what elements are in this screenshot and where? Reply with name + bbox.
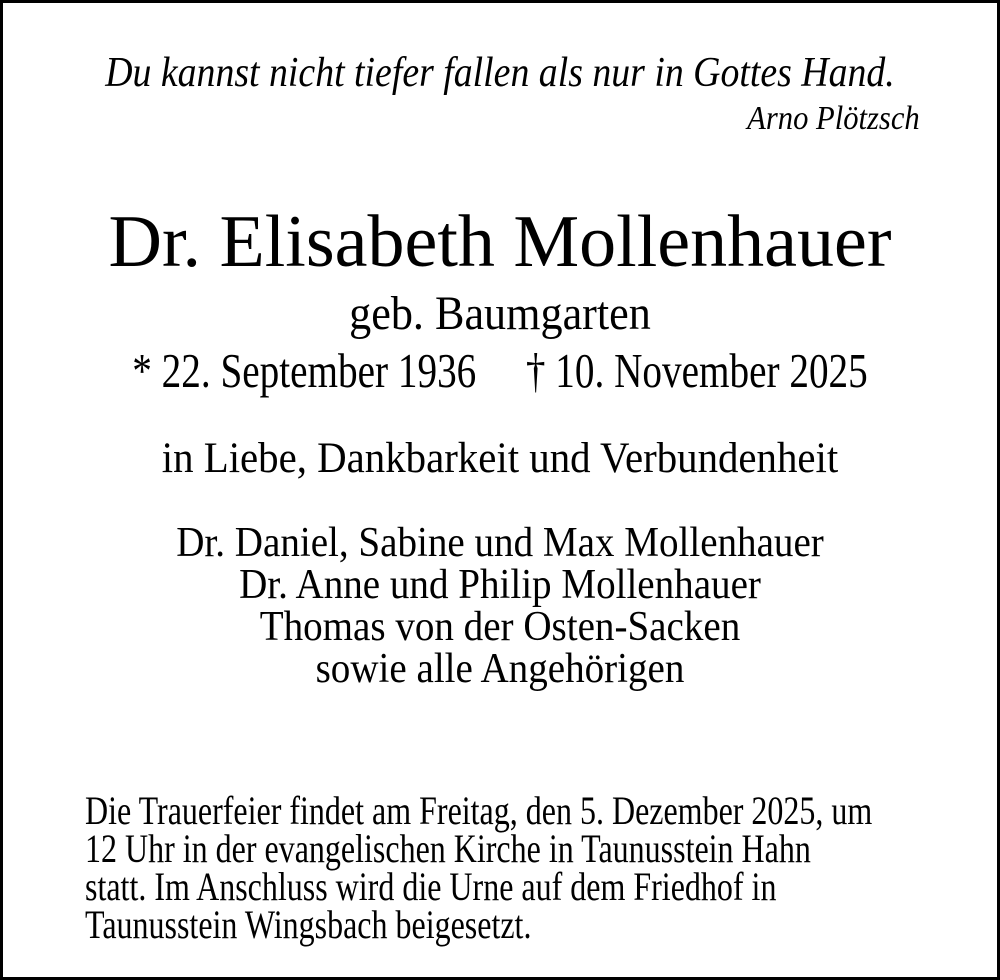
- funeral-details: [85, 788, 873, 947]
- death-date: † 10. November 2025: [525, 343, 868, 398]
- funeral-details-line: Die Trauerfeier findet am Freitag, den 5. Dezember 2025, um: [85, 788, 873, 833]
- funeral-details-line: 12 Uhr in der evangelischen Kirche in Taunusstein Hahn: [85, 826, 811, 871]
- funeral-details-line: Taunusstein Wingsbach beigesetzt.: [85, 902, 532, 947]
- mourner-line: Dr. Anne und Philip Mollenhauer: [239, 562, 761, 608]
- life-dates: [100, 343, 900, 398]
- dedication-line: in Liebe, Dankbarkeit und Verbundenheit: [161, 435, 839, 482]
- deceased-name: Dr. Elisabeth Mollenhauer: [108, 201, 892, 283]
- quote-text: Du kannst nicht tiefer fallen als nur in Gottes Hand.: [105, 50, 895, 96]
- birth-date: * 22. September 1936: [132, 343, 477, 398]
- maiden-name: geb. Baumgarten: [349, 287, 651, 340]
- mourners-list: [35, 522, 965, 690]
- mourner-line: Dr. Daniel, Sabine und Max Mollenhauer: [176, 520, 824, 566]
- quote-author: Arno Plötzsch: [747, 100, 920, 137]
- funeral-details-line: statt. Im Anschluss wird die Urne auf dem Friedhof in: [85, 864, 777, 909]
- mourner-line: Thomas von der Osten-Sacken: [259, 604, 741, 650]
- mourner-line: sowie alle Angehörigen: [315, 646, 685, 692]
